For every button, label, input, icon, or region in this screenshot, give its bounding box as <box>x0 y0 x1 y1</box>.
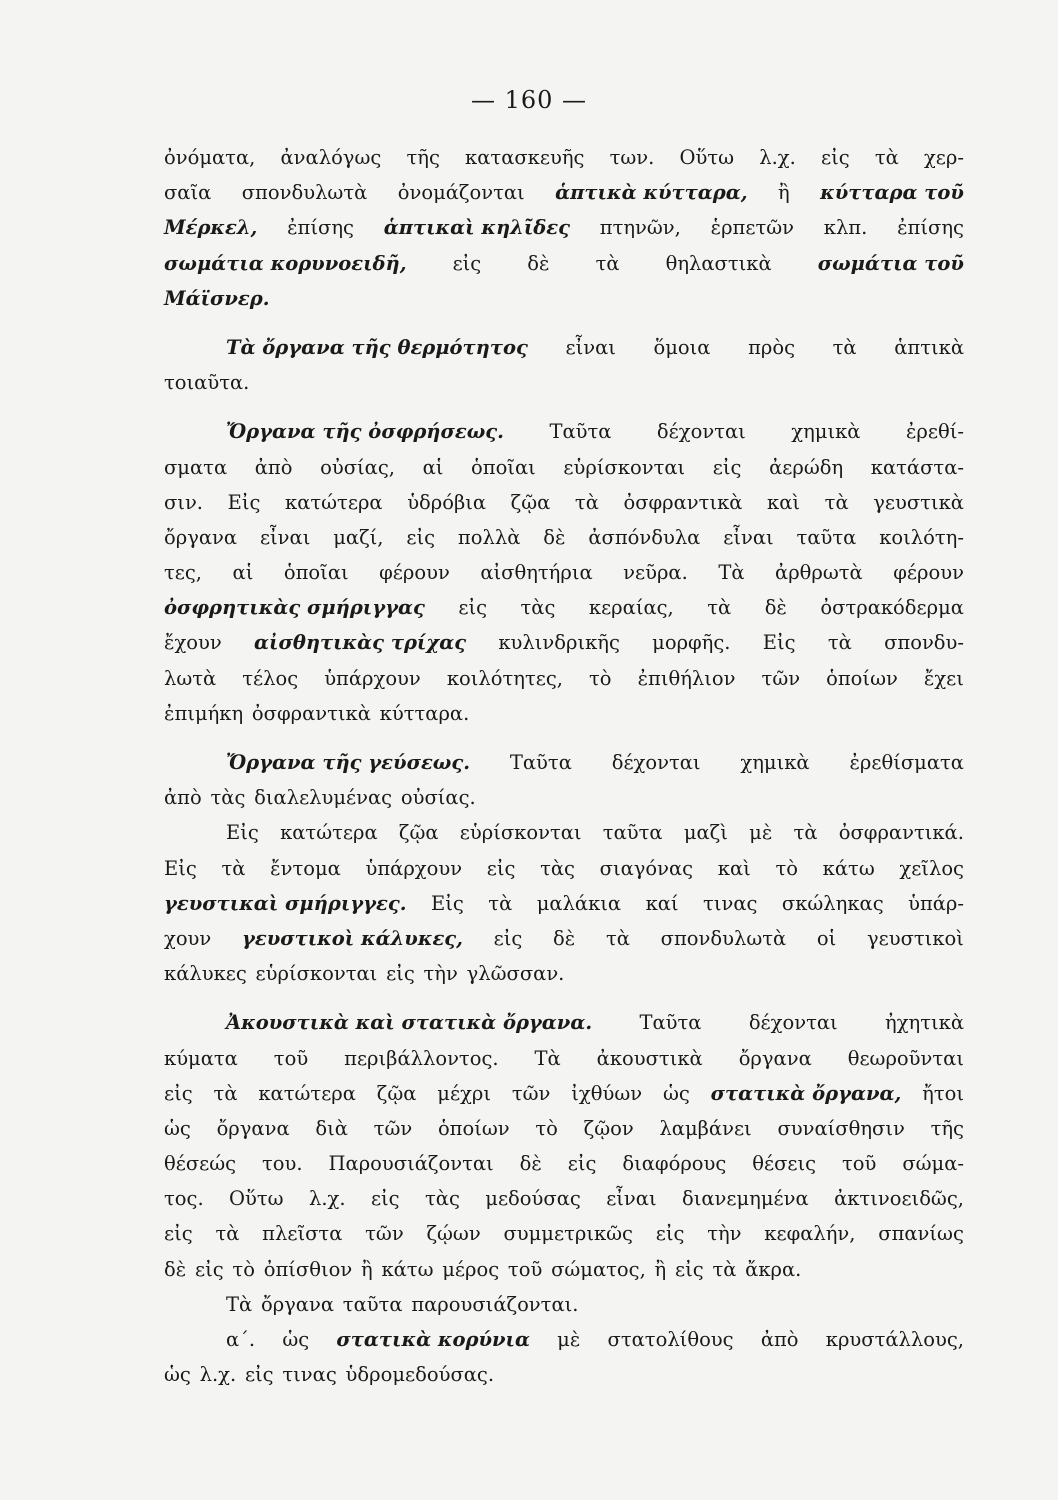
word: περιβάλλοντος. <box>344 1046 499 1070</box>
word: κάτω <box>381 1257 434 1281</box>
text-line <box>164 1005 964 1040</box>
text-line <box>164 1146 964 1181</box>
word: ζῴων <box>426 1222 481 1246</box>
word: Εἰς <box>164 856 197 880</box>
word: ἐρεθί- <box>905 420 964 444</box>
word: τὰς <box>425 1187 460 1211</box>
word: τὸ <box>535 1116 558 1140</box>
paragraph-gap <box>164 316 964 330</box>
word: δέχονται <box>748 1011 838 1035</box>
word: οὐσίας. <box>400 786 476 810</box>
text-line <box>164 1216 964 1251</box>
word: στατολίθους <box>607 1328 734 1351</box>
word: ὁποίων <box>437 1116 510 1140</box>
word: κύματα <box>164 1046 238 1070</box>
paragraph <box>164 1322 964 1392</box>
text-line <box>164 851 964 886</box>
word: Παρουσιάζονται <box>328 1152 494 1176</box>
word: δέχονται <box>656 420 746 444</box>
word: μαλάκια <box>536 891 622 915</box>
word: θέσεις <box>752 1152 817 1176</box>
text-line <box>164 921 964 956</box>
word: θεωροῦνται <box>847 1046 964 1070</box>
word: γευστικοὶ <box>866 926 964 950</box>
word: κοιλότη- <box>879 525 964 549</box>
text-line <box>164 555 964 590</box>
word: λωτὰ <box>164 666 217 690</box>
word: δὲ <box>164 1257 187 1281</box>
word: ἐπιθήλιον <box>637 666 736 690</box>
word: διανεμημένα <box>682 1187 809 1211</box>
word: καί <box>645 891 679 915</box>
body-text <box>164 140 964 1392</box>
text-line <box>164 330 964 365</box>
text-line <box>164 625 964 660</box>
word: χημικὰ <box>791 420 861 444</box>
word: μὲ <box>557 1328 581 1351</box>
word: σιαγόνας <box>599 856 694 880</box>
emphasized-term: Ὄργανα τῆς ὀσφρήσεως. <box>226 420 504 444</box>
text-line <box>164 590 964 625</box>
word: κεφαλήν, <box>764 1222 856 1246</box>
paragraph-gap <box>164 400 964 414</box>
word: τοῦ <box>842 1152 877 1176</box>
word: ταῦτα <box>602 821 663 845</box>
paragraph <box>164 414 964 731</box>
emphasized-term: σωμάτια κορυνοειδῆ, <box>164 251 407 275</box>
word: εἶναι <box>606 1187 657 1211</box>
word: κατασκευῆς <box>465 146 585 169</box>
word: ὀνόματα, <box>164 146 256 169</box>
word: αἱ <box>422 455 444 479</box>
word: λ.χ. <box>199 1363 237 1387</box>
text-line <box>164 450 964 485</box>
paragraph <box>164 330 964 400</box>
word: ὑδρόβια <box>407 490 487 514</box>
emphasized-term: ὀσφρητικὰς σμήριγγας <box>164 596 425 620</box>
emphasized-term: στατικὰ κορύνια <box>336 1328 530 1351</box>
word: ἤτοι <box>922 1081 964 1105</box>
word: ἀπὸ <box>254 455 293 479</box>
word: ὄργανα <box>260 1292 335 1316</box>
word: μαζί, <box>333 525 384 549</box>
word: Εἰς <box>762 631 796 655</box>
word: τὰ <box>215 1222 240 1246</box>
word: εἰς <box>820 146 850 169</box>
word: φέρουν <box>379 561 450 585</box>
text-line <box>164 956 964 991</box>
word: καὶ <box>767 490 801 514</box>
text-line <box>164 661 964 696</box>
emphasized-term: Ὄργανα τῆς γεύσεως. <box>226 751 471 774</box>
text-line <box>164 1111 964 1146</box>
word: αἰσθητήρια <box>480 561 593 585</box>
word: συμμετρικῶς <box>503 1222 633 1246</box>
word: τὴν <box>423 962 458 986</box>
word: τος. <box>164 1187 204 1211</box>
word: τὴν <box>707 1222 742 1246</box>
word: ἔχει <box>923 666 964 690</box>
word: εὑρίσκονται <box>255 962 378 986</box>
word: τέλος <box>242 666 299 690</box>
word: ὑπάρχουν <box>365 856 463 880</box>
paragraph <box>164 140 964 316</box>
word: εὑρίσκονται <box>459 821 582 845</box>
word: ἰχθύων <box>571 1081 643 1105</box>
emphasized-term: Μάϊσνερ. <box>164 286 270 310</box>
word: θέσεώς <box>164 1152 237 1176</box>
word: τῶν <box>373 1116 413 1140</box>
word: σπονδυλωτὰ <box>241 181 368 205</box>
word: οἱ <box>816 926 837 950</box>
word: τινας <box>703 891 758 915</box>
word: τῶν <box>511 1081 551 1105</box>
word: ἁπτικὰ <box>894 335 964 359</box>
word: Τὰ <box>226 1292 253 1316</box>
word: παρουσιάζονται. <box>411 1292 579 1316</box>
emphasized-term: ἁπτικὰ κύτταρα, <box>555 181 748 205</box>
word: εὑρίσκονται <box>563 455 686 479</box>
text-line <box>164 886 964 921</box>
word: ταῦτα <box>342 1292 403 1316</box>
word: Εἰς <box>431 891 464 915</box>
word: τὰ <box>827 631 852 655</box>
word: εἰς <box>164 1222 193 1246</box>
text-line <box>164 1181 964 1216</box>
word: μαζὶ <box>683 821 728 845</box>
word: τοῦ <box>507 1257 543 1281</box>
text-line <box>164 1041 964 1076</box>
word: ἀναλόγως <box>280 146 382 169</box>
word: κατώτερα <box>258 1081 356 1105</box>
word: ζῷον <box>583 1116 634 1140</box>
text-line <box>164 1252 964 1287</box>
word: σώματος, <box>551 1257 646 1281</box>
word: εἰς <box>452 251 482 275</box>
word: τὰς <box>520 596 556 620</box>
word: δὲ <box>527 251 550 275</box>
word: τοιαῦτα. <box>164 371 250 395</box>
word: τῆς <box>930 1116 964 1140</box>
word: τῆς <box>406 146 440 169</box>
paragraph <box>164 1005 964 1287</box>
word: τὰς <box>210 786 246 810</box>
text-line <box>164 175 964 210</box>
word: κατώτερα <box>280 821 378 845</box>
text-line <box>164 1076 964 1111</box>
text-line <box>164 414 964 449</box>
word: τὰ <box>574 490 599 514</box>
word: ἐπίσης <box>897 216 964 240</box>
word: χημικὰ <box>740 751 810 774</box>
word: ἔντομα <box>270 856 341 880</box>
text-line <box>164 696 964 731</box>
word: γευστικὰ <box>873 490 964 514</box>
paragraph-gap <box>164 731 964 745</box>
word: σκώληκας <box>781 891 884 915</box>
word: οὐσίας, <box>320 455 395 479</box>
text-line <box>164 1322 964 1357</box>
word: πρὸς <box>748 335 796 359</box>
word: ἀπὸ <box>164 786 202 810</box>
text-line <box>164 281 964 316</box>
word: δέχονται <box>611 751 701 774</box>
word: χουν <box>164 926 212 950</box>
word: κλπ. <box>823 216 868 240</box>
word: ὡς <box>282 1328 310 1351</box>
word: εἰς <box>406 525 436 549</box>
word: συναίσθησιν <box>777 1116 905 1140</box>
word: μέρος <box>442 1257 500 1281</box>
word: διὰ <box>315 1116 348 1140</box>
word: τὰ <box>832 335 857 359</box>
emphasized-term: Μέρκελ, <box>164 216 258 240</box>
word: τὸ <box>775 856 798 880</box>
paragraph <box>164 1287 964 1322</box>
word: εἶναι <box>565 335 616 359</box>
emphasized-term: Τὰ ὄργανα τῆς θερμότητος <box>226 335 528 359</box>
word: ζῷα <box>510 490 551 514</box>
word: ἢ <box>360 1257 373 1281</box>
word: τὰ <box>221 856 246 880</box>
word: μέχρι <box>437 1081 491 1105</box>
word: ὁποῖαι <box>283 561 349 585</box>
text-line <box>164 780 964 815</box>
word: ἐπιμήκη <box>164 701 244 725</box>
word: διαφόρους <box>622 1152 727 1176</box>
word: ταῦτα <box>796 525 857 549</box>
word: σιν. <box>164 490 204 514</box>
word: κοιλότητες, <box>446 666 563 690</box>
word: κατώτερα <box>285 490 383 514</box>
word: ὀσφραντικὰ <box>623 490 743 514</box>
emphasized-term: Ἀκουστικὰ καὶ στατικὰ ὄργανα. <box>226 1011 593 1035</box>
word: χερ- <box>923 146 964 169</box>
word: ὄργανα <box>738 1046 812 1070</box>
word: τὰ <box>874 146 899 169</box>
word: εἰς <box>712 455 742 479</box>
emphasized-term: σωμάτια τοῦ <box>817 251 964 275</box>
word: τὸ <box>232 1257 255 1281</box>
word: γλῶσσαν. <box>466 962 565 986</box>
word: ὑδρομεδούσας. <box>345 1363 495 1387</box>
word: ἀσπόνδυλα <box>588 525 701 549</box>
word: σπονδυ- <box>884 631 964 655</box>
text-line <box>164 210 964 245</box>
word: ἀρθρωτὰ <box>775 561 863 585</box>
word: τὰ <box>605 926 630 950</box>
text-line <box>164 485 964 520</box>
word: πολλὰ <box>457 525 521 549</box>
paragraph-gap <box>164 991 964 1005</box>
word: Οὕτω <box>679 146 735 169</box>
word: Οὕτω <box>229 1187 284 1211</box>
word: ὀσφραντικά. <box>838 821 964 845</box>
word: εἰς <box>655 1222 685 1246</box>
emphasized-term: γευστικαὶ σμήριγγες. <box>164 891 407 915</box>
word: ὡς <box>164 1363 191 1387</box>
word: ὀσφραντικὰ <box>251 701 371 725</box>
word: εἰς <box>567 1152 597 1176</box>
word: ἀκτινοειδῶς, <box>834 1187 964 1211</box>
word: σώμα- <box>902 1152 964 1176</box>
word: ἄκρα. <box>745 1257 802 1281</box>
word: ἀερώδη <box>769 455 844 479</box>
word: εἰς <box>164 1081 193 1105</box>
word: εἰς <box>486 856 516 880</box>
word: ἠχητικὰ <box>885 1011 964 1035</box>
word: τῶν <box>365 1222 404 1246</box>
word: λ.χ. <box>308 1187 346 1211</box>
text-line <box>164 246 964 281</box>
word: ὁποίων <box>826 666 898 690</box>
word: Εἰς <box>226 821 259 845</box>
word: Εἰς <box>227 490 261 514</box>
word: ὀπίσθιον <box>263 1257 353 1281</box>
word: σματα <box>164 455 228 479</box>
emphasized-term: στατικὰ ὄργανα, <box>710 1081 902 1105</box>
word: ζῷα <box>376 1081 417 1105</box>
word: ζῷα <box>398 821 439 845</box>
word: φέρουν <box>893 561 964 585</box>
word: θηλαστικὰ <box>665 251 772 275</box>
word: Ταῦτα <box>549 420 612 444</box>
text-line <box>164 815 964 850</box>
word: εἰς <box>493 926 523 950</box>
emphasized-term: αἰσθητικὰς τρίχας <box>254 631 467 655</box>
word: α΄. <box>226 1328 256 1351</box>
emphasized-term: γευστικοὶ κάλυκες, <box>241 926 463 950</box>
word: καὶ <box>717 856 751 880</box>
word: μεδούσας <box>485 1187 581 1211</box>
paragraph <box>164 745 964 815</box>
word: εἰς <box>244 1363 274 1387</box>
word: τῶν <box>761 666 801 690</box>
word: κυλινδρικῆς <box>498 631 620 655</box>
emphasized-term: κύτταρα τοῦ <box>820 181 964 205</box>
word: μορφῆς. <box>652 631 731 655</box>
word: ἀπὸ <box>760 1328 799 1351</box>
word: σπονδυλωτὰ <box>660 926 787 950</box>
word: τοῦ <box>273 1046 309 1070</box>
word: εἰς <box>458 596 488 620</box>
emphasized-term: ἁπτικαὶ κηλῖδες <box>383 216 571 240</box>
word: δὲ <box>764 596 787 620</box>
word: τες, <box>164 561 203 585</box>
word: ὀνομάζονται <box>397 181 525 205</box>
word: Ταῦτα <box>639 1011 702 1035</box>
word: ὀστρακόδερμα <box>820 596 964 620</box>
word: των. <box>609 146 655 169</box>
word: λ.χ. <box>759 146 796 169</box>
word: ἢ <box>778 181 790 205</box>
word: ὡς <box>164 1116 191 1140</box>
word: κάλυκες <box>164 962 247 986</box>
word: τὰ <box>824 490 849 514</box>
word: ὑπάρ- <box>908 891 964 915</box>
word: τὰ <box>213 1081 238 1105</box>
word: κύτταρα. <box>379 701 470 725</box>
word: ὅμοια <box>653 335 711 359</box>
word: Τὰ <box>534 1046 561 1070</box>
word: εἰς <box>194 1257 224 1281</box>
word: ἢ <box>654 1257 667 1281</box>
word: λαμβάνει <box>659 1116 752 1140</box>
word: ἐπίσης <box>287 216 354 240</box>
word: εἶναι <box>259 525 311 549</box>
word: ἀκουστικὰ <box>596 1046 703 1070</box>
page-number: — 160 — <box>470 86 588 114</box>
word: κεραίας, <box>588 596 674 620</box>
word: τὰ <box>712 1257 737 1281</box>
word: ὄργανα <box>216 1116 290 1140</box>
word: τὰ <box>707 596 732 620</box>
word: εἰς <box>675 1257 704 1281</box>
text-line <box>164 520 964 555</box>
paragraph <box>164 815 964 991</box>
word: Ταῦτα <box>509 751 572 774</box>
text-line <box>164 365 964 400</box>
word: πλεῖστα <box>262 1222 343 1246</box>
word: χεῖλος <box>899 856 964 880</box>
text-line <box>164 1357 964 1392</box>
word: Τὰ <box>718 561 745 585</box>
word: τὰς <box>540 856 575 880</box>
word: εἶναι <box>723 525 774 549</box>
word: πτηνῶν, <box>599 216 681 240</box>
word: σπανίως <box>878 1222 964 1246</box>
word: ὑπάρχουν <box>324 666 421 690</box>
word: εἰς <box>370 1187 400 1211</box>
word: εἰς <box>386 962 415 986</box>
word: κατάστα- <box>870 455 964 479</box>
word: δὲ <box>553 926 576 950</box>
word: αἱ <box>232 561 254 585</box>
word: τινας <box>282 1363 337 1387</box>
text-line <box>164 1287 964 1322</box>
word: διαλελυμένας <box>254 786 393 810</box>
word: ὄργανα <box>164 525 238 549</box>
word: δὲ <box>543 525 566 549</box>
word: ἔχουν <box>164 631 222 655</box>
word: νεῦρα. <box>623 561 688 585</box>
word: κρυστάλλους, <box>825 1328 964 1351</box>
word: τὰ <box>793 821 818 845</box>
word: τὰ <box>488 891 513 915</box>
word: ἑρπετῶν <box>710 216 795 240</box>
word: του. <box>262 1152 303 1176</box>
word: τὸ <box>589 666 612 690</box>
word: μὲ <box>749 821 773 845</box>
word: δὲ <box>519 1152 542 1176</box>
word: ὁποῖαι <box>471 455 536 479</box>
word: ἐρεθίσματα <box>849 751 964 774</box>
text-line <box>164 140 964 175</box>
word: σαῖα <box>164 181 212 205</box>
text-line <box>164 745 964 780</box>
word: κάτω <box>822 856 875 880</box>
word: τὰ <box>595 251 620 275</box>
word: ὡς <box>662 1081 690 1105</box>
